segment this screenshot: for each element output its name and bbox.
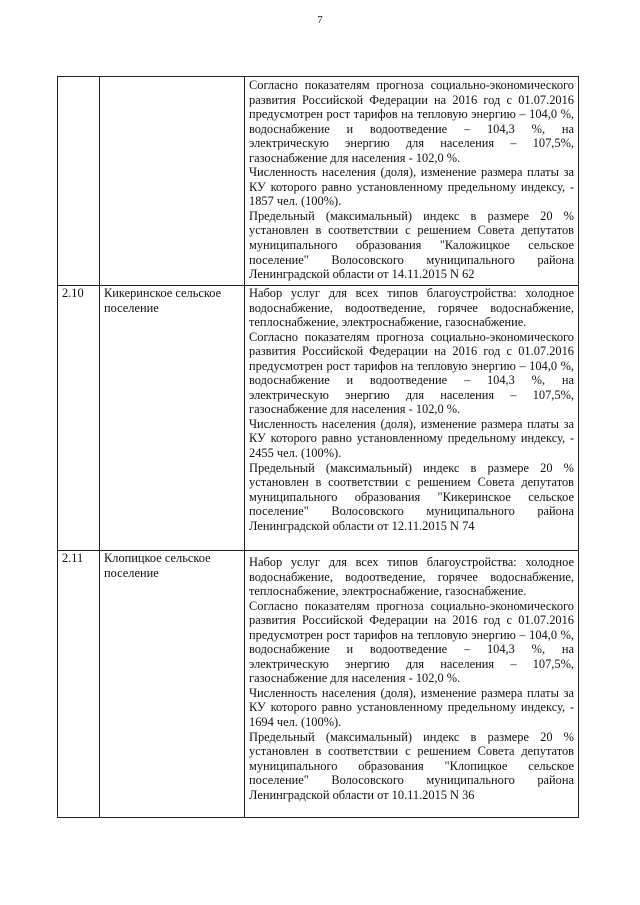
paragraph: Предельный (максимальный) индекс в размере 20 % установлен в соответствии с решением Совета депутатов муниципального образования "Каложицкое сельское поселение" Волосовского муниципального района Ленинградской области от 14.11.2015 N 62: [249, 208, 574, 282]
settlement-name: [100, 77, 245, 286]
row-number: 2.10: [58, 286, 100, 551]
paragraph: Предельный (максимальный) индекс в размере 20 % установлен в соответствии с решением Совета депутатов муниципального образования "Кикеринское сельское поселение" Волосовского муниципального района Ленинградской области от 12.11.2015 N 74: [249, 460, 574, 533]
paragraph: Предельный (максимальный) индекс в размере 20 % установлен в соответствии с решением Совета депутатов муниципального образования "Клопицкое сельское поселение" Волосовского муниципального района Ленинградской области от 10.11.2015 N 36: [249, 729, 574, 802]
paragraph: Согласно показателям прогноза социально-экономического развития Российской Федерации на 2016 год с 01.07.2016 предусмотрен рост тарифов на тепловую энергию – 104,0 %, водоснабжение и водоотведение – 104,3 %, на электрическую энергию для населения – 107,5%, газоснабжение для населения - 102,0 %.: [249, 78, 574, 165]
row-content: [245, 551, 579, 818]
row-number: [58, 77, 100, 286]
row-content: [245, 77, 579, 286]
table-row: [58, 551, 579, 818]
settlement-name: Клопицкое сельское поселение: [100, 551, 245, 818]
paragraph: Численность населения (доля), изменение размера платы за КУ которого равно установленному предельному индексу, - 1857 чел. (100%).: [249, 165, 574, 209]
settlement-name: Кикеринское сельское поселение: [100, 286, 245, 551]
paragraph: Численность населения (доля), изменение размера платы за КУ которого равно установленному предельному индексу, - 2455 чел. (100%).: [249, 416, 574, 461]
row-content: [245, 286, 579, 551]
tariff-table: [57, 76, 579, 818]
page-number: 7: [317, 14, 323, 26]
paragraph: Согласно показателям прогноза социально-экономического развития Российской Федерации на 2016 год с 01.07.2016 предусмотрен рост тарифов на тепловую энергию – 104,0 %, водоснабжение и водоотведение – 104,3 %, на электрическую энергию для населения – 107,5%, газоснабжение для населения - 102,0 %.: [249, 329, 574, 417]
paragraph: Набор услуг для всех типов благоустройства: холодное водоснабжение, водоотведение, горячее водоснабжение, теплоснабжение, электроснабжение, газоснабжение.: [249, 555, 574, 599]
table-row: [58, 286, 579, 551]
row-number: 2.11: [58, 551, 100, 818]
paragraph: Численность населения (доля), изменение размера платы за КУ которого равно установленному предельному индексу, - 1694 чел. (100%).: [249, 685, 574, 730]
table-row: [58, 77, 579, 286]
paragraph: Набор услуг для всех типов благоустройства: холодное водоснабжение, водоотведение, горячее водоснабжение, теплоснабжение, электроснабжение, газоснабжение.: [249, 286, 574, 330]
paragraph: Согласно показателям прогноза социально-экономического развития Российской Федерации на 2016 год с 01.07.2016 предусмотрен рост тарифов на тепловую энергию – 104,0 %, водоснабжение и водоотведение – 104,3 %, на электрическую энергию для населения – 107,5%, газоснабжение для населения - 102,0 %.: [249, 598, 574, 686]
